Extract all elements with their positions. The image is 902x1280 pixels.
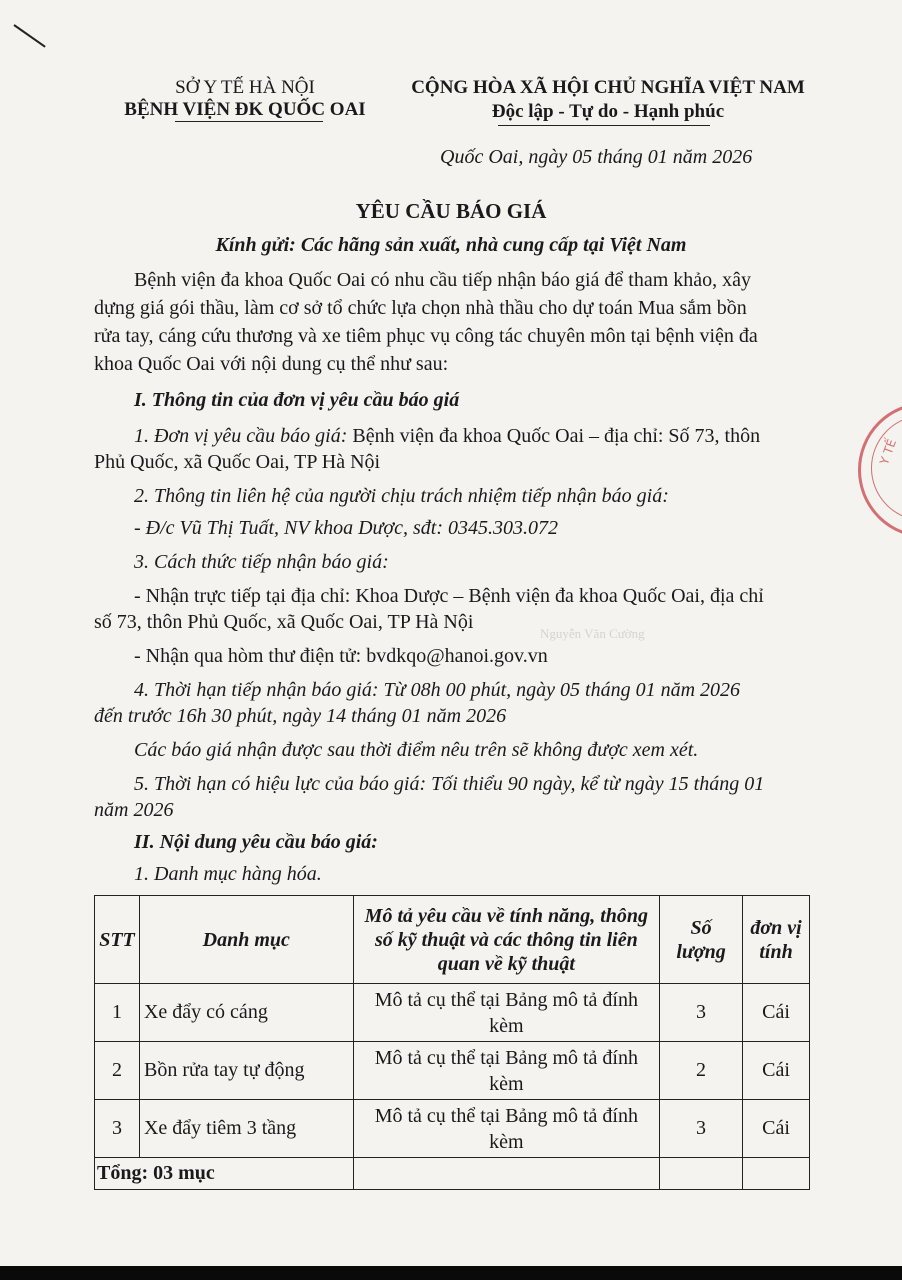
country-name: CỘNG HÒA XÃ HỘI CHỦ NGHĨA VIỆT NAM <box>411 77 805 98</box>
section-1-item-3: 3. Cách thức tiếp nhận báo giá: <box>134 551 389 573</box>
section-2-heading: II. Nội dung yêu cầu báo giá: <box>134 831 378 853</box>
row-desc-line-1: Mô tả cụ thể tại Bảng mô tả đính <box>374 1046 638 1069</box>
header-name: Danh mục <box>139 896 353 984</box>
intro-line-1: Bệnh viện đa khoa Quốc Oai có nhu cầu tiếp nhận báo giá để tham khảo, xây <box>134 269 752 291</box>
row-desc-line-2: kèm <box>489 1072 524 1095</box>
section-1-item-5-cont: năm 2026 <box>94 799 174 821</box>
row-stt: 1 <box>95 984 140 1042</box>
row-qty: 2 <box>660 1042 743 1100</box>
stamp-letters: Y TẾ <box>876 437 900 467</box>
scan-bottom-edge <box>0 1266 902 1280</box>
hospital-name: BỆNH VIỆN ĐK QUỐC OAI <box>124 99 366 120</box>
header-desc-line-3: quan về kỹ thuật <box>437 952 575 975</box>
row-unit: Cái <box>743 1100 810 1158</box>
section-1-item-1 <box>134 424 760 448</box>
header-qty-line-1: Số <box>690 916 712 939</box>
row-desc <box>353 984 659 1042</box>
row-desc <box>353 1100 659 1158</box>
header-stt: STT <box>95 896 140 984</box>
row-name: Bồn rửa tay tự động <box>139 1042 353 1100</box>
show-through-text: Nguyễn Văn Cường <box>540 626 645 641</box>
row-name: Xe đẩy tiêm 3 tầng <box>139 1100 353 1158</box>
section-1-item-4: 4. Thời hạn tiếp nhận báo giá: Từ 08h 00 phút, ngày 05 tháng 01 năm 2026 <box>134 679 741 701</box>
header-unit-line-1: đơn vị <box>750 916 802 939</box>
stamp-inner-ring <box>871 415 902 521</box>
date-line: Quốc Oai, ngày 05 tháng 01 năm 2026 <box>440 146 753 168</box>
empty-cell <box>353 1158 659 1190</box>
row-name: Xe đẩy có cáng <box>139 984 353 1042</box>
official-stamp <box>858 402 902 538</box>
table-total-row <box>95 1158 810 1190</box>
email-submission: - Nhận qua hòm thư điện tử: bvdkqo@hanoi.gov.vn <box>134 645 548 667</box>
recipient-line: Kính gửi: Các hãng sản xuất, nhà cung cấp tại Việt Nam <box>215 234 687 256</box>
header-desc-line-2: số kỹ thuật và các thông tin liên <box>374 928 638 951</box>
goods-table <box>94 895 810 1190</box>
row-unit: Cái <box>743 1042 810 1100</box>
item-1-label: 1. Đơn vị yêu cầu báo giá: <box>134 425 348 447</box>
intro-line-3: rửa tay, cáng cứu thương và xe tiêm phục vụ công tác chuyên môn tại bệnh viện đa <box>94 325 758 347</box>
header-qty <box>660 896 743 984</box>
header-left-rule <box>175 121 323 122</box>
header-qty-line-2: lượng <box>676 940 726 963</box>
header-right-rule <box>498 125 710 126</box>
row-stt: 3 <box>95 1100 140 1158</box>
contact-line: - Đ/c Vũ Thị Tuất, NV khoa Dược, sđt: 0345.303.072 <box>134 517 558 539</box>
table-header-row <box>95 896 810 984</box>
table-row <box>95 984 810 1042</box>
header-unit-line-2: tính <box>759 940 793 963</box>
empty-cell <box>743 1158 810 1190</box>
row-desc-line-2: kèm <box>489 1130 524 1153</box>
section-1-item-1-cont: Phủ Quốc, xã Quốc Oai, TP Hà Nội <box>94 451 381 473</box>
intro-line-4: khoa Quốc Oai với nội dung cụ thể như sau: <box>94 353 449 375</box>
header-desc <box>353 896 659 984</box>
section-1-heading: I. Thông tin của đơn vị yêu cầu báo giá <box>134 389 460 411</box>
intro-line-2: dựng giá gói thầu, làm cơ sở tổ chức lựa chọn nhà thầu cho dự toán Mua sắm bồn <box>94 297 747 319</box>
ministry-name: SỞ Y TẾ HÀ NỘI <box>175 77 315 98</box>
row-desc-line-2: kèm <box>489 1014 524 1037</box>
row-desc-line-1: Mô tả cụ thể tại Bảng mô tả đính <box>374 988 638 1011</box>
empty-cell <box>660 1158 743 1190</box>
direct-submission: - Nhận trực tiếp tại địa chỉ: Khoa Dược – Bệnh viện đa khoa Quốc Oai, địa chỉ <box>134 585 764 607</box>
row-desc-line-1: Mô tả cụ thể tại Bảng mô tả đính <box>374 1104 638 1127</box>
section-1-item-2: 2. Thông tin liên hệ của người chịu trách nhiệm tiếp nhận báo giá: <box>134 485 669 507</box>
row-qty: 3 <box>660 984 743 1042</box>
header-desc-line-1: Mô tả yêu cầu về tính năng, thông <box>364 904 649 927</box>
table-row <box>95 1042 810 1100</box>
header-unit <box>743 896 810 984</box>
table-row <box>95 1100 810 1158</box>
total-cell: Tổng: 03 mục <box>95 1158 354 1190</box>
direct-submission-cont: số 73, thôn Phủ Quốc, xã Quốc Oai, TP Hà Nội <box>94 611 474 633</box>
pen-mark <box>13 24 45 47</box>
section-1-item-4-cont: đến trước 16h 30 phút, ngày 14 tháng 01 năm 2026 <box>94 705 507 727</box>
item-1-value: Bệnh viện đa khoa Quốc Oai – địa chỉ: Số 73, thôn <box>347 425 761 447</box>
row-stt: 2 <box>95 1042 140 1100</box>
late-note: Các báo giá nhận được sau thời điểm nêu trên sẽ không được xem xét. <box>134 739 699 761</box>
goods-list-label: 1. Danh mục hàng hóa. <box>134 863 322 885</box>
row-desc <box>353 1042 659 1100</box>
section-1-item-5: 5. Thời hạn có hiệu lực của báo giá: Tối thiểu 90 ngày, kể từ ngày 15 tháng 01 <box>134 773 765 795</box>
row-unit: Cái <box>743 984 810 1042</box>
document-title: YÊU CẦU BÁO GIÁ <box>355 199 547 223</box>
row-qty: 3 <box>660 1100 743 1158</box>
national-motto: Độc lập - Tự do - Hạnh phúc <box>491 101 725 122</box>
